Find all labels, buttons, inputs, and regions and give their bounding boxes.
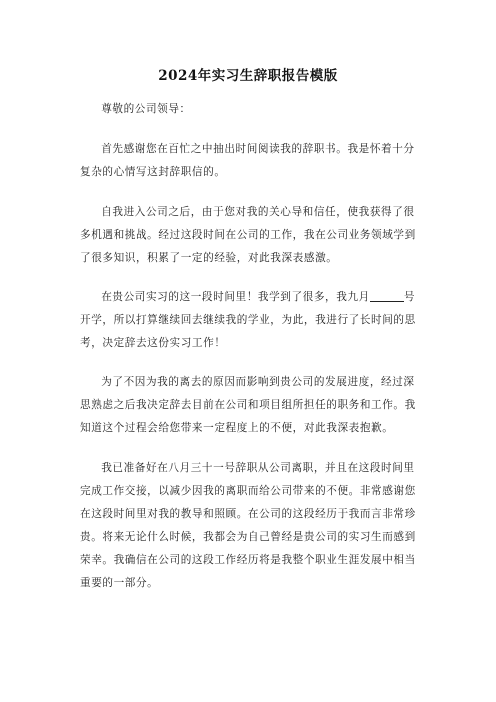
- paragraph-2: 自我进入公司之后，由于您对我的关心导和信任，使我获得了很多机遇和挑战。经过这段时间在公司的工作，我在公司业务领域学到了很多知识，积累了一定的经验，对此我深表感激。: [80, 206, 416, 264]
- fill-in-blank: [370, 291, 404, 302]
- paragraph-4: 为了不因为我的离去的原因而影响到贵公司的发展进度，经过深思熟虑之后我决定辞去目前在公司和项目组所担任的职务和工作。我知道这个过程会给您带来一定程度上的不便，对此我深表抱歉。: [80, 376, 416, 434]
- paragraph-1: 首先感谢您在百忙之中抽出时间阅读我的辞职书。我是怀着十分复杂的心情写这封辞职信的。: [80, 143, 415, 178]
- paragraph-3-before: 在贵公司实习的这一段时间里！我学到了很多，我九月: [101, 291, 370, 303]
- paragraph-3: [80, 286, 418, 355]
- salutation: 尊敬的公司领导：: [101, 103, 191, 115]
- document-title: 2024年实习生辞职报告模版: [158, 68, 338, 84]
- paragraph-5: 我已准备好在八月三十一号辞职从公司离职，并且在这段时间里完成工作交接，以减少因我的离职而给公司带来的不便。非常感谢您在这段时间里对我的教导和照顾。在公司的这段经历于我而言非常珍贵。将来无论什么时候，我都会为自己曾经是贵公司的实习生而感到荣幸。我确信在公司的这段工作经历将是我整个职业生涯发展中相当重要的一部分。: [80, 462, 416, 589]
- paragraph-3-after: 号开学，所以打算继续回去继续我的学业，为此，我进行了长时间的思考，决定辞去这份实习工作！: [80, 291, 416, 349]
